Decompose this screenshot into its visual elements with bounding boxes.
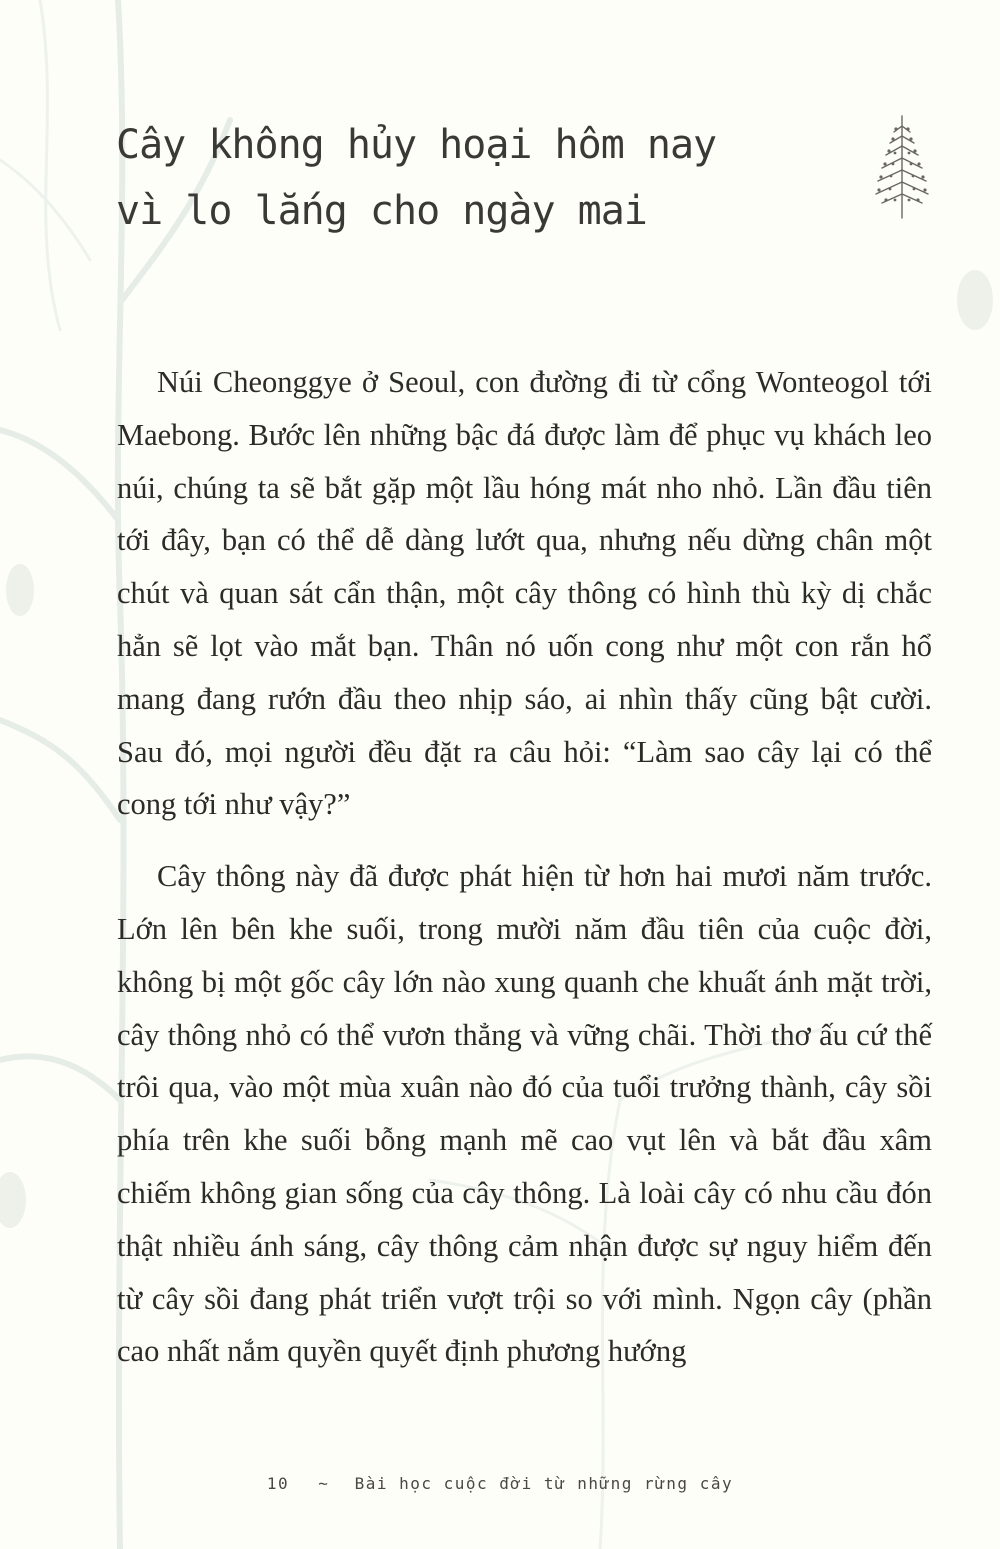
- pine-tree-icon: [866, 112, 938, 222]
- footer-separator: ~: [318, 1474, 330, 1493]
- paragraph-1: Núi Cheonggye ở Seoul, con đường đi từ cổng Wonteogol tới Maebong. Bước lên những bậc đá được làm để phục vụ khách leo núi, chúng ta sẽ bắt gặp một lầu hóng mát nho nhỏ. Lần đầu tiên tới đây, bạn có thể dễ dàng lướt qua, nhưng nếu dừng chân một chút và quan sát cẩn thận, một cây thông có hình thù kỳ dị chắc hẳn sẽ lọt vào mắt bạn. Thân nó uốn cong như một con rắn hổ mang đang rướn đầu theo nhịp sáo, ai nhìn thấy cũng bật cười. Sau đó, mọi người đều đặt ra câu hỏi: “Làm sao cây lại có thể cong tới như vậy?”: [117, 365, 932, 822]
- running-title: Bài học cuộc đời từ những rừng cây: [354, 1474, 734, 1493]
- chapter-title-line-2: vì lo lắng cho ngày mai: [116, 188, 647, 234]
- chapter-title-line-1: Cây không hủy hoại hôm nay: [116, 122, 717, 168]
- chapter-title: [116, 112, 816, 244]
- page-number: 10: [266, 1474, 290, 1493]
- paragraph-2: Cây thông này đã được phát hiện từ hơn hai mươi năm trước. Lớn lên bên khe suối, trong mười năm đầu tiên của cuộc đời, không bị một gốc cây lớn nào xung quanh che khuất ánh mặt trời, cây thông nhỏ có thể vươn thẳng và vững chãi. Thời thơ ấu cứ thế trôi qua, vào một mùa xuân nào đó của tuổi trưởng thành, cây sồi phía trên khe suối bỗng mạnh mẽ cao vụt lên và bắt đầu xâm chiếm không gian sống của cây thông. Là loài cây có nhu cầu đón thật nhiều ánh sáng, cây thông cảm nhận được sự nguy hiểm đến từ cây sồi đang phát triển vượt trội so với mình. Ngọn cây (phần cao nhất nắm quyền quyết định phương hướng: [117, 859, 932, 1369]
- chapter-body: [117, 356, 932, 1397]
- page-footer: [0, 1474, 1000, 1493]
